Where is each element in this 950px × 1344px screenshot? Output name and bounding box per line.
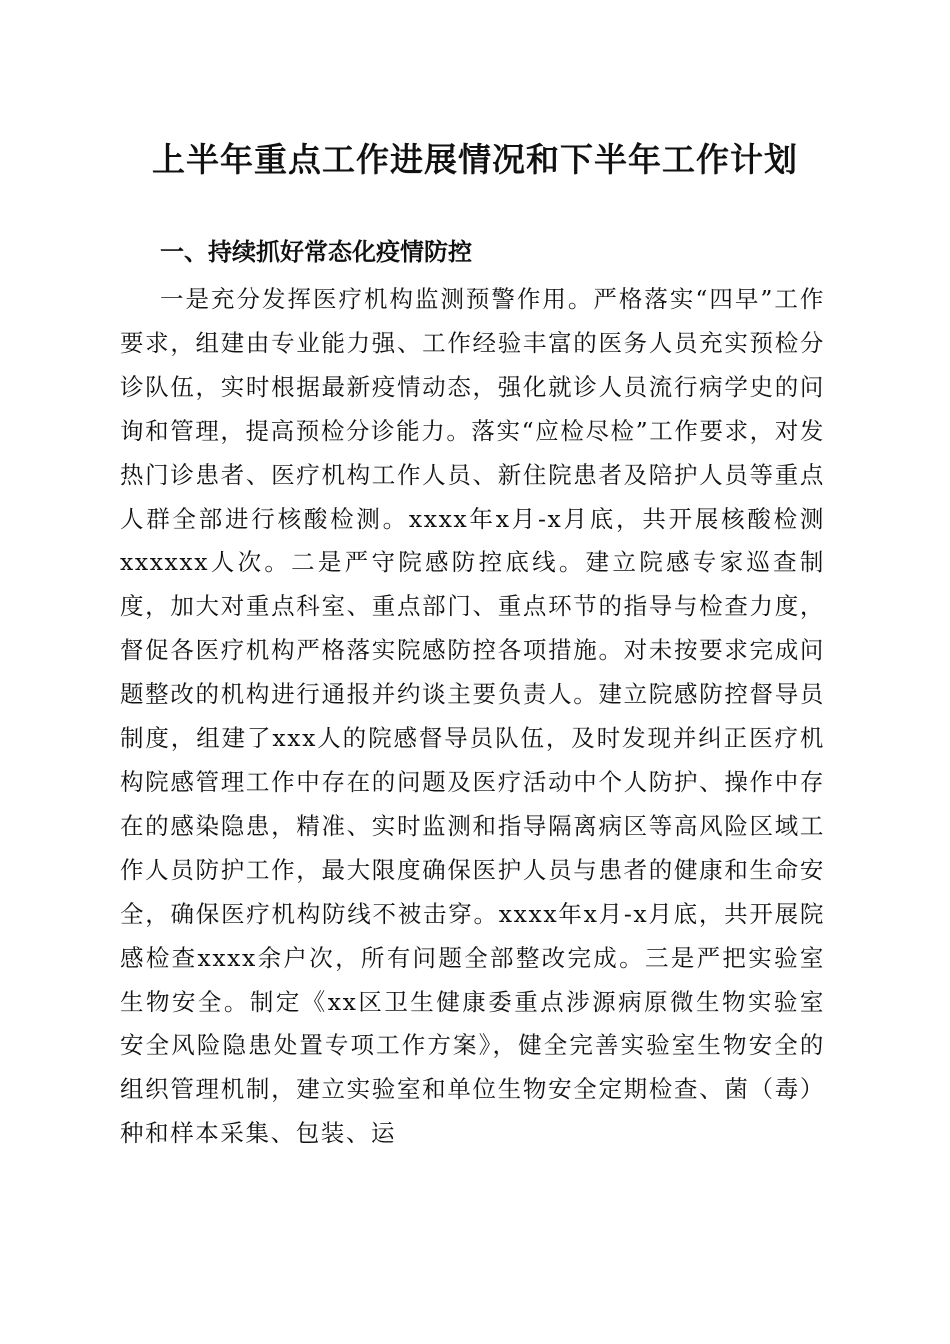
section-heading: 一、持续抓好常态化疫情防控 — [160, 238, 472, 266]
section-paragraph: 一是充分发挥医疗机构监测预警作用。严格落实“四早”工作要求，组建由专业能力强、工作经验丰富的医务人员充实预检分诊队伍，实时根据最新疫情动态，强化就诊人员流行病学史的问询和管理，提高预检分诊能力。落实“应检尽检”工作要求，对发热门诊患者、医疗机构工作人员、新住院患者及陪护人员等重点人群全部进行核酸检测。xxxx年x月-x月底，共开展核酸检测xxxxxx人次。二是严守院感防控底线。建立院感专家巡查制度，加大对重点科室、重点部门、重点环节的指导与检查力度，督促各医疗机构严格落实院感防控各项措施。对未按要求完成问题整改的机构进行通报并约谈主要负责人。建立院感防控督导员制度，组建了xxx人的院感督导员队伍，及时发现并纠正医疗机构院感管理工作中存在的问题及医疗活动中个人防护、操作中存在的感染隐患，精准、实时监测和指导隔离病区等高风险区域工作人员防护工作，最大限度确保医护人员与患者的健康和生命安全，确保医疗机构防线不被击穿。xxxx年x月-x月底，共开展院感检查xxxx余户次，所有问题全部整改完成。三是严把实验室生物安全。制定《xx区卫生健康委重点涉源病原微生物实验室安全风险隐患处置专项工作方案》，健全完善实验室生物安全的组织管理机制，建立实验室和单位生物安全定期检查、菌（毒）种和样本采集、包装、运 — [120, 285, 825, 1148]
document-title: 上半年重点工作进展情况和下半年工作计划 — [152, 140, 798, 179]
